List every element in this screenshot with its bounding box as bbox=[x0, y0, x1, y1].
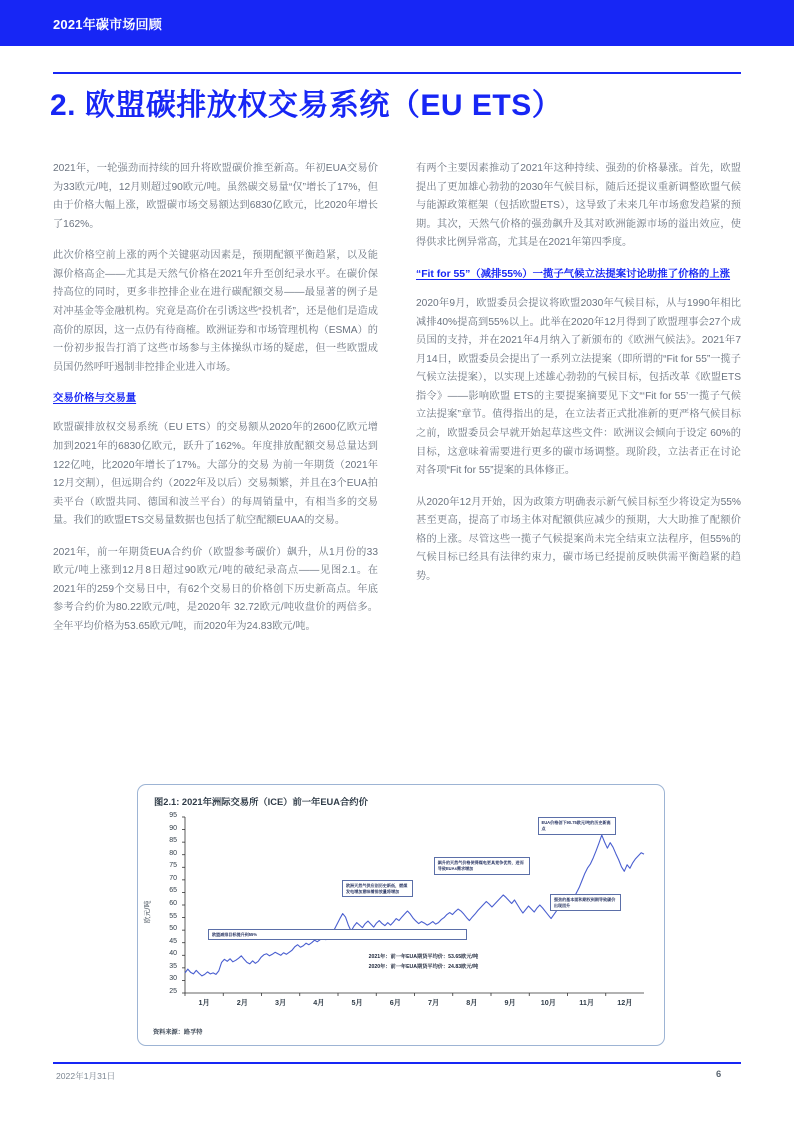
y-axis-tick-label: 50 bbox=[169, 925, 177, 933]
chart-svg bbox=[138, 811, 666, 1019]
paragraph: 从2020年12月开始，因为政策方明确表示新气候目标至少将设定为55%甚至更高，提高了市场主体对配额供应减少的预期，大大助推了配额价格的上涨。尽管这些一揽子气候提案尚未完全结束立法程序，但55%的气候目标已经具有法律约束力，碳市场已经提前反映供需平衡趋紧的趋势。 bbox=[416, 496, 741, 582]
x-axis-tick-label: 4月 bbox=[313, 998, 325, 1007]
subsection-heading-trading: 交易价格与交易量 bbox=[53, 393, 137, 405]
paragraph: 2021年，一轮强劲而持续的回升将欧盟碳价推至新高。年初EUA交易价为33欧元/吨，12月则超过90欧元/吨。虽然碳交易量“仅”增长了17%，但由于价格大幅上涨，欧盟碳市场交易额达到6830亿欧元，比2020年增长了162%。 bbox=[53, 163, 378, 230]
y-axis-tick-label: 90 bbox=[169, 824, 177, 832]
y-axis-tick-label: 25 bbox=[169, 988, 177, 995]
x-axis-tick-label: 1月 bbox=[198, 998, 210, 1007]
left-column bbox=[53, 160, 378, 650]
chart-annotation: 飙升的天然气价格使得煤电更具竞争优势，进而导致EUAs需求增加 bbox=[434, 857, 530, 874]
x-axis-tick-label: 5月 bbox=[351, 998, 363, 1007]
y-axis-tick-label: 70 bbox=[169, 874, 177, 882]
x-axis-tick-label: 11月 bbox=[579, 998, 595, 1007]
chart-annotation: 欧盟减排目标提升到55% bbox=[208, 929, 467, 941]
x-axis-tick-label: 6月 bbox=[389, 998, 401, 1007]
header-title: 2021年碳市场回顾 bbox=[53, 17, 162, 32]
paragraph: 欧盟碳排放权交易系统（EU ETS）的交易额从2020年的2600亿欧元增加到2021年的6830亿欧元，跃升了162%。年度排放配额交易总量达到122亿吨，比2020年增长了17%。大部分的交易 为前一年期货（2021年12月交割），但远期合约（2022年及以后）交易频繁，并且在3个EUA拍卖平台（欧盟共同、德国和波兰平台）的每周销量中，有相当多的交易量。我们的欧盟ETS交易量数据也包括了航空配额EUAA的交易。 bbox=[53, 422, 378, 527]
y-axis-tick-label: 75 bbox=[169, 862, 177, 870]
right-column bbox=[416, 160, 741, 650]
y-axis-tick-label: 85 bbox=[169, 837, 177, 845]
figure-source: 资料来源：路孚特 bbox=[153, 1029, 203, 1036]
article-body bbox=[53, 160, 741, 650]
figure-2-1-card bbox=[137, 784, 665, 1046]
x-axis-tick-label: 9月 bbox=[504, 998, 516, 1007]
y-axis-title: 欧元/吨 bbox=[144, 900, 152, 924]
paragraph: 2021年，前一年期货EUA合约价（欧盟参考碳价）飙升，从1月份的33欧元/吨上涨到12月8日超过90欧元/吨的破纪录高点——见图2.1。在2021年的259个交易日中，有62个交易日的价格创下历史新高点。年底参考合约价为80.22欧元/吨，是2020年 32.72欧元/吨收盘价的两倍多。全年平均价格为53.65欧元/吨，而2020年为24.83欧元/吨。 bbox=[53, 546, 378, 633]
chart-annotation: 强劲的基本面和期权到期导致碳价出现回升 bbox=[550, 894, 621, 911]
footer-date: 2022年1月31日 bbox=[56, 1071, 116, 1081]
y-axis-tick-label: 80 bbox=[169, 849, 177, 857]
y-axis-tick-label: 35 bbox=[169, 962, 177, 970]
x-axis-tick-label: 7月 bbox=[428, 998, 440, 1007]
paragraph: 此次价格空前上涨的两个关键驱动因素是，预期配额平衡趋紧，以及能源价格高企——尤其是天然气价格在2021年升至创纪录水平。在碳价保持高位的同时，更多非控排企业在进行碳配额交易——最显著的例子是对冲基金等金融机构。究竟是高价在引诱这些“投机者”，还是他们是造成高价的原因，这一点仍有待商榷。欧洲证券和市场管理机构（ESMA）的一份初步报告打消了这些市场参与主体操纵市场的疑虑，但一些欧盟成员国仍然呼吁遏制非控排企业进入市场。 bbox=[53, 250, 378, 373]
section-divider bbox=[53, 72, 741, 74]
figure-title: 图2.1: 2021年洲际交易所（ICE）前一年EUA合约价 bbox=[154, 797, 368, 807]
eua-price-line-chart bbox=[138, 811, 666, 1019]
x-axis-tick-label: 8月 bbox=[466, 998, 478, 1007]
y-axis-tick-label: 60 bbox=[169, 900, 177, 907]
y-axis-tick-label: 95 bbox=[169, 812, 177, 819]
x-axis-tick-label: 3月 bbox=[275, 998, 287, 1007]
footer-divider bbox=[53, 1062, 741, 1064]
page-number: 6 bbox=[716, 1068, 722, 1079]
x-axis-tick-label: 12月 bbox=[617, 998, 633, 1007]
y-axis-tick-label: 40 bbox=[169, 950, 177, 958]
chart-annotation: EUA价格创下90.75欧元/吨的历史新高点 bbox=[538, 817, 616, 834]
page-title: 2. 欧盟碳排放权交易系统（EU ETS） bbox=[50, 89, 563, 122]
subsection-heading-fitfor55: “Fit for 55”（减排55%）一揽子气候立法提案讨论助推了价格的上涨 bbox=[416, 268, 731, 280]
y-axis-tick-label: 55 bbox=[169, 912, 177, 920]
y-axis-tick-label: 45 bbox=[169, 937, 177, 945]
paragraph: 有两个主要因素推动了2021年这种持续、强劲的价格暴涨。首先，欧盟提出了更加雄心勃勃的2030年气候目标，随后还提议重新调整欧盟气候与能源政策框架（包括欧盟ETS），这导致了未来几年市场愈发趋紧的预期。其次，天然气价格的强劲飙升及其对欧洲能源市场的溢出效应，使得供求比例异常高，尤其是在2021年第四季度。 bbox=[416, 163, 741, 249]
chart-annotation: 欧洲天然气供应创历史新低，燃煤发电增加意味着排放量将增加 bbox=[342, 880, 413, 897]
y-axis-tick-label: 65 bbox=[169, 887, 177, 895]
chart-average-note: 2020年：前一年EUA期货平均价：24.83欧元/吨 bbox=[368, 964, 479, 971]
paragraph: 2020年9月，欧盟委员会提议将欧盟2030年气候目标，从与1990年相比减排40%提高到55%以上。此举在2020年12月得到了欧盟理事会27个成员国的支持，并在2021年4月纳入了新颁布的《欧洲气候法》。2021年7月14日，欧盟委员会提出了一系列立法提案（即所谓的“Fit for 55”一揽子气候立法提案），以实现上述雄心勃勃的气候目标，包括改革《欧盟ETS指令》——影响欧盟 ETS的主要提案摘要见下文“‘Fit for 55’一揽子气候立法提案”章节。值得指出的是，在立法者正式批准新的更严格气候目标之前，欧盟委员会早就开始起草这些文件：欧洲议会倾向于设定 60%的目标，这意味着需要进行更多的碳市场调整。现阶段，立法者正在讨论对各项“Fit for 55”提案的具体修正。 bbox=[416, 298, 741, 477]
chart-average-note: 2021年：前一年EUA期货平均价：53.65欧元/吨 bbox=[368, 954, 479, 961]
x-axis-tick-label: 2月 bbox=[236, 998, 248, 1007]
x-axis-tick-label: 10月 bbox=[540, 998, 556, 1007]
y-axis-tick-label: 30 bbox=[169, 975, 177, 983]
